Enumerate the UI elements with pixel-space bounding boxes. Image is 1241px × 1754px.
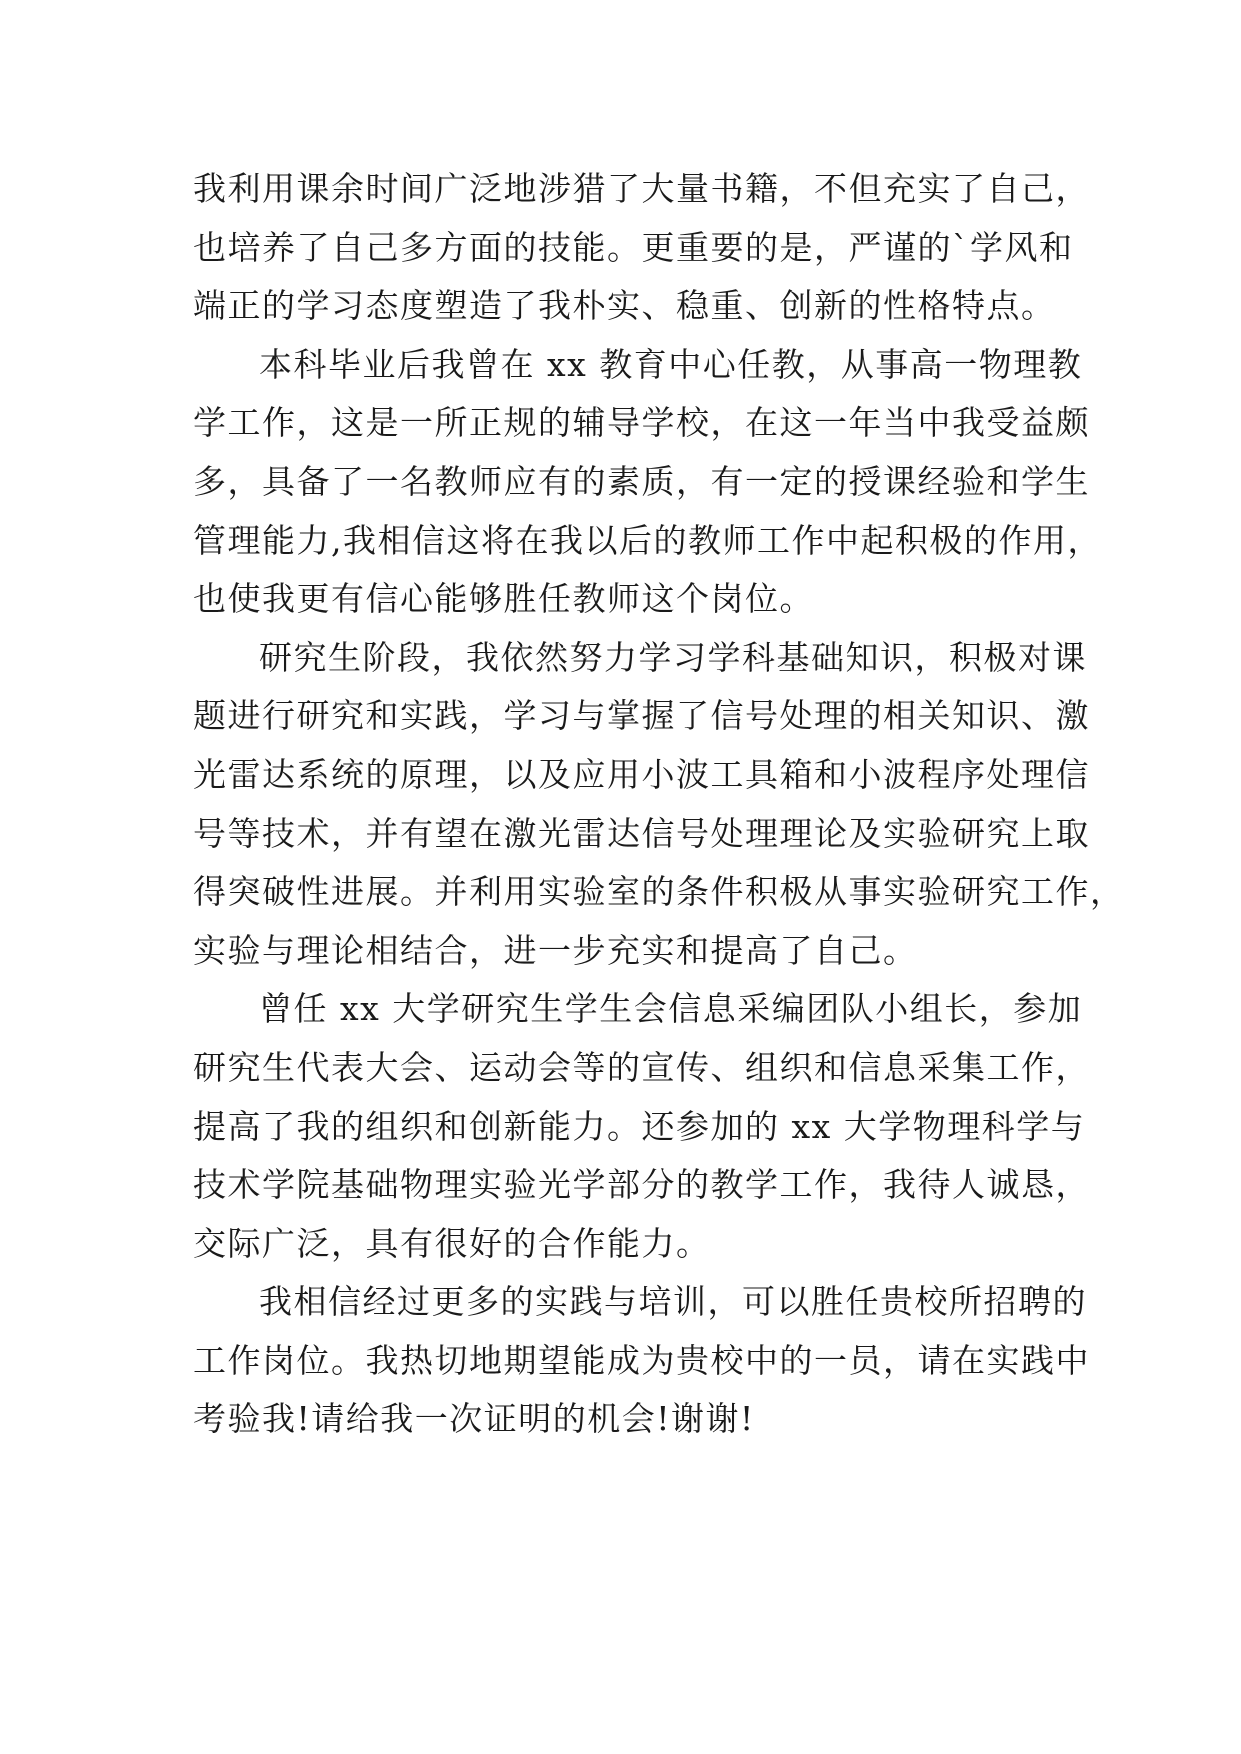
paragraph xyxy=(193,629,1125,981)
text-line: 我利用课余时间广泛地涉猎了大量书籍，不但充实了自己， xyxy=(193,169,1090,208)
text-line: 管理能力,我相信这将在我以后的教师工作中起积极的作用， xyxy=(193,520,1102,560)
paragraph xyxy=(193,336,1102,629)
text-line: 多，具备了一名教师应有的素质，有一定的授课经验和学生 xyxy=(193,461,1090,501)
text-line: 研究生阶段，我依然努力学习学科基础知识，积极对课 xyxy=(259,637,1087,677)
letter-body xyxy=(193,160,1125,1449)
text-line: 也使我更有信心能够胜任教师这个岗位。 xyxy=(193,579,814,619)
text-line: 学工作，这是一所正规的辅导学校，在这一年当中我受益颇 xyxy=(193,403,1090,443)
text-line: 提高了我的组织和创新能力。还参加的 xx 大学物理科学与 xyxy=(193,1106,1086,1146)
text-line: 光雷达系统的原理，以及应用小波工具箱和小波程序处理信 xyxy=(193,754,1090,794)
text-line: 号等技术，并有望在激光雷达信号处理理论及实验研究上取 xyxy=(193,813,1090,853)
text-line: 本科毕业后我曾在 xx 教育中心任教，从事高一物理教 xyxy=(259,344,1083,384)
text-line: 实验与理论相结合，进一步充实和提高了自己。 xyxy=(193,930,918,970)
text-line: 工作岗位。我热切地期望能成为贵校中的一员，请在实践中 xyxy=(193,1340,1090,1380)
text-line: 也培养了自己多方面的技能。更重要的是，严谨的`学风和 xyxy=(193,227,1074,267)
paragraph xyxy=(193,1273,1090,1449)
text-line: 得突破性进展。并利用实验室的条件积极从事实验研究工作， xyxy=(193,872,1125,912)
text-line: 题进行研究和实践，学习与掌握了信号处理的相关知识、激 xyxy=(193,696,1090,736)
text-line: 端正的学习态度塑造了我朴实、稳重、创新的性格特点。 xyxy=(193,286,1056,326)
paragraph xyxy=(193,980,1090,1273)
text-line: 我相信经过更多的实践与培训，可以胜任贵校所招聘的 xyxy=(259,1282,1087,1322)
text-line: 研究生代表大会、运动会等的宣传、组织和信息采集工作， xyxy=(193,1047,1090,1087)
text-line: 考验我!请给我一次证明的机会!谢谢! xyxy=(193,1399,755,1439)
text-line: 交际广泛，具有很好的合作能力。 xyxy=(193,1223,711,1263)
text-line: 曾任 xx 大学研究生学生会信息采编团队小组长，参加 xyxy=(259,989,1083,1029)
text-line: 技术学院基础物理实验光学部分的教学工作，我待人诚恳， xyxy=(193,1165,1090,1205)
paragraph xyxy=(193,160,1090,336)
